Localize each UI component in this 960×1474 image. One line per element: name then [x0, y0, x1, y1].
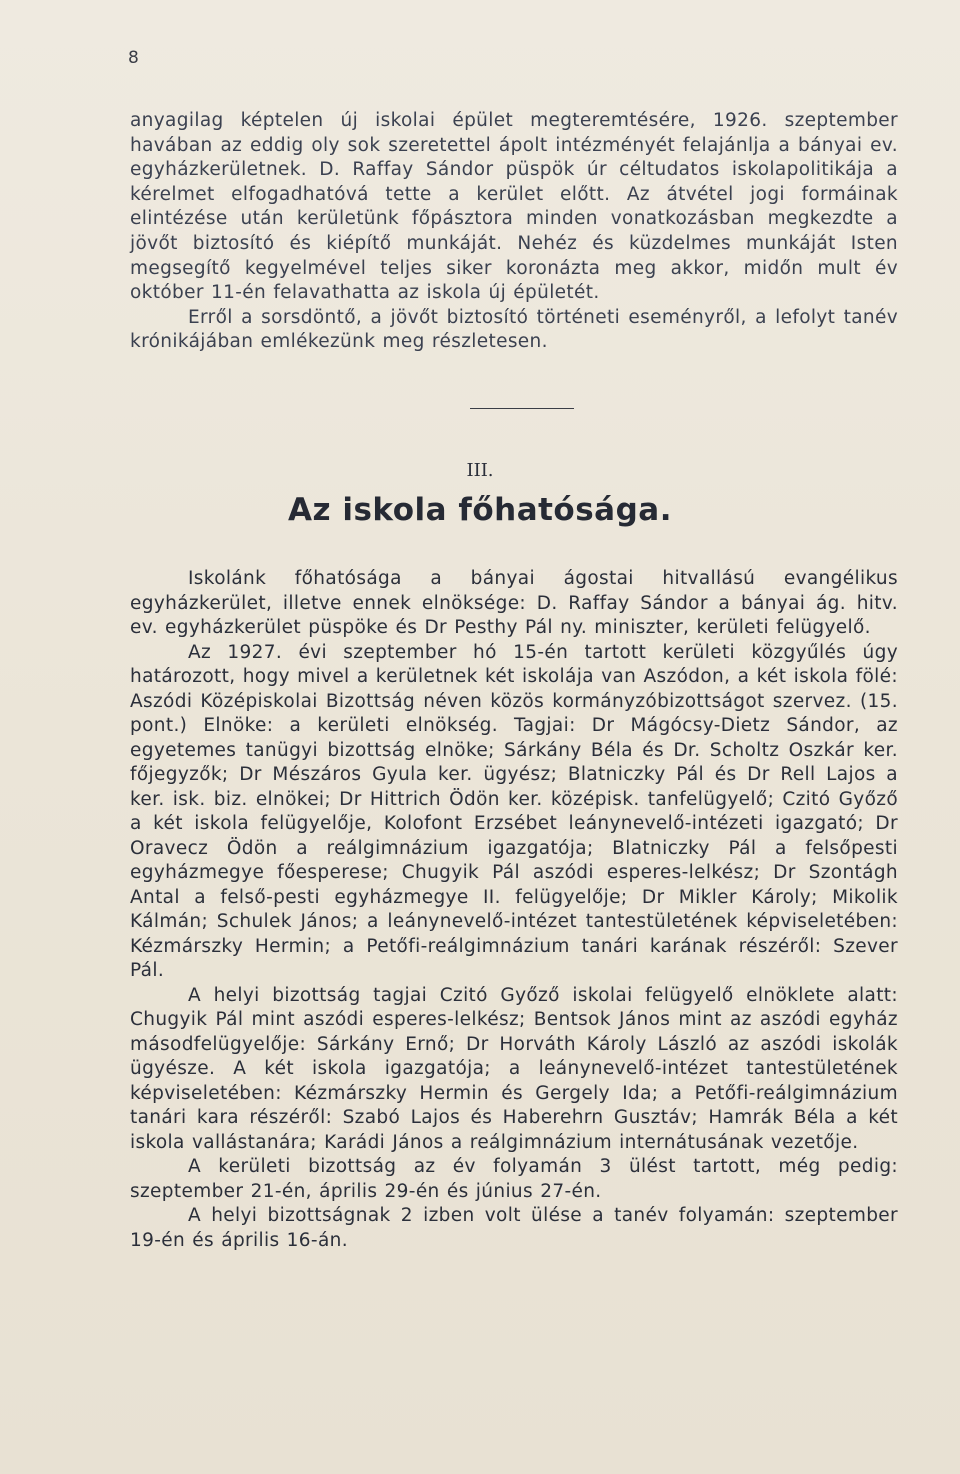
paragraph: Erről a sorsdöntő, a jövőt biztosító történeti eseményről, a lefolyt tanév krónikájában emlékezünk meg részletesen. [130, 306, 898, 353]
paragraph: A helyi bizottság tagjai Czitó Győző iskolai felügyelő elnöklete alatt: Chugyik Pál mint aszódi esperes-lelkész; Bentsok János mint az aszódi egyház másodfelügyelője: Sárkány Ernő; Dr Horváth Károly László az aszódi iskolák ügyésze. A két iskola igazgatója; a leánynevelő-intézet tantestületének képviseletében: Kézmárszky Hermin és Gergely Ida; a Petőfi-reálgimnázium tanári kara részéről: Szabó Lajos és Haberehrn Gusztáv; Hamrák Béla a két iskola vallástanára; Karádi János a reálgimnázium internátusának vezetője. [130, 984, 898, 1153]
paragraph: A kerületi bizottság az év folyamán 3 ülést tartott, még pedig: szeptember 21-én, április 29-én és június 27-én. [130, 1156, 898, 1202]
section-text-block [130, 567, 898, 1253]
section-title: Az iskola főhatósága. [288, 492, 672, 528]
section-number: III. [466, 460, 494, 481]
section-divider [470, 408, 574, 409]
paragraph: Az 1927. évi szeptember hó 15-én tartott kerületi közgyűlés úgy határozott, hogy mivel a kerületnek két iskolája van Aszódon, a két iskola fölé: Aszódi Középiskolai Bizottság néven közös kormányzóbizottságot szervez. (15. pont.) Elnöke: a kerületi elnökség. Tagjai: Dr Mágócsy-Dietz Sándor, az egyetemes tanügyi bizottság elnöke; Sárkány Béla és Dr. Scholtz Oszkár ker. főjegyzők; Dr Mészáros Gyula ker. ügyész; Blatniczky Pál és Dr Rell Lajos a ker. isk. biz. elnökei; Dr Hittrich Ödön ker. középisk. tanfelügyelő; Czitó Győző a két iskola felügyelője, Kolofont Erzsébet leánynevelő-intézeti igazgató; Dr Oravecz Ödön a reálgimnázium igazgatója; Blatniczky Pál a felsőpesti egyházmegye főesperese; Chugyik Pál aszódi esperes-lelkész; Dr Szontágh Antal a felső-pesti egyházmegye II. felügyelője; Dr Mikler Károly; Mikolik Kálmán; Schulek János; a leánynevelő-intézet tantestületének képviseletében: Kézmárszky Hermin; a Petőfi-reálgimnázium tanári karának részéről: Szever Pál. [130, 641, 898, 981]
paragraph: anyagilag képtelen új iskolai épület megteremtésére, 1926. szeptember havában az eddig oly sok szeretettel ápolt intézményét felajánlja a bányai ev. egyházkerületnek. D. Raffay Sándor püspök úr céltudatos iskolapolitikája a kérelmet elfogadhatóvá tette a kerület előtt. Az átvétel jogi formáinak elintézése után kerületünk főpásztora minden vonatkozásban megkezdte a jövőt biztosító és kiépítő munkáját. Nehéz és küzdelmes munkáját Isten megsegítő kegyelmével teljes siker koronázta meg akkor, midőn mult év október 11-én felavathatta az iskola új épületét. [130, 110, 898, 304]
page-number: 8 [128, 48, 139, 68]
paragraph: Iskolánk főhatósága a bányai ágostai hitvallású evangélikus egyházkerület, illetve ennek elnöksége: D. Raffay Sándor a bányai ág. hitv. ev. egyházkerület püspöke és Dr Pesthy Pál ny. miniszter, kerületi felügyelő. [130, 568, 898, 638]
paragraph: A helyi bizottságnak 2 izben volt ülése a tanév folyamán: szeptember 19-én és április 16-án. [130, 1205, 898, 1251]
intro-text-block [130, 109, 898, 355]
